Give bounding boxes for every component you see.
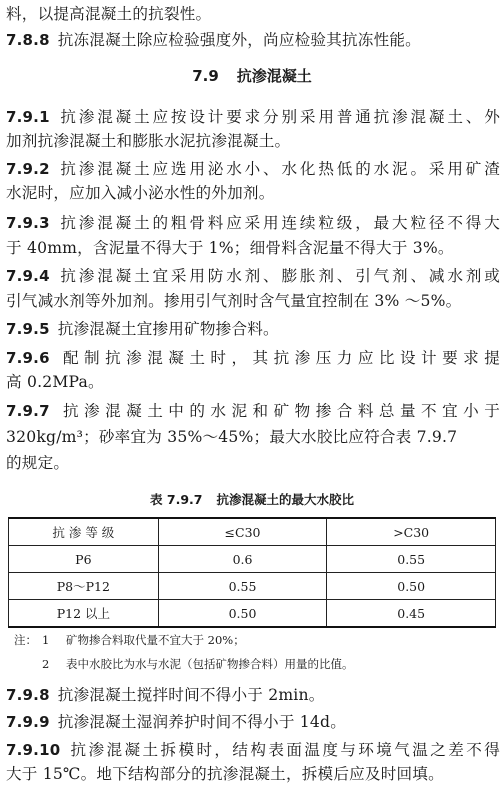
table-cell: 0.50	[327, 573, 496, 600]
clause-number: 7.9.8	[6, 686, 50, 704]
clause-text: 抗渗混凝土拆模时，结构表面温度与环境气温之差不得	[68, 741, 500, 759]
table-title: 抗渗混凝土的最大水胶比	[216, 492, 354, 507]
clause-7-9-3	[6, 213, 500, 233]
clause-continuation: 水泥时，应加入减小泌水性的外加剂。	[6, 184, 275, 202]
clause-text: 抗渗混凝土的粗骨料应采用连续粒级，最大粒径不得大	[57, 214, 500, 232]
clause-7-9-7	[6, 401, 500, 421]
clause-7-9-5	[6, 319, 500, 339]
clause-continuation: 的规定。	[6, 454, 70, 472]
clause-continuation: 引气减水剂等外加剂。掺用引气剂时含气量宜控制在 3% ～5%。	[6, 292, 462, 310]
clause-7-9-9	[6, 712, 500, 732]
clause-text: 抗渗混凝土搅拌时间不得小于 2min。	[57, 686, 325, 704]
table-header-row	[9, 518, 496, 546]
note-label: 注：	[14, 633, 37, 647]
clause-text: 抗渗混凝土宜采用防水剂、膨胀剂、引气剂、减水剂或	[57, 267, 500, 285]
clause-7-9-1	[6, 107, 500, 127]
clause-continuation: 于 40mm，含泥量不得大于 1%；细骨料含泥量不得大于 3%。	[6, 239, 454, 257]
table-cell: 0.55	[158, 573, 327, 600]
clause-text: 抗冻混凝土除应检验强度外，尚应检验其抗冻性能。	[57, 31, 421, 49]
table-cell: 0.50	[158, 600, 327, 628]
column-header-grade: 抗 渗 等 级	[9, 518, 159, 546]
max-water-binder-ratio-table	[8, 517, 496, 628]
clause-number: 7.9.7	[6, 402, 50, 420]
clause-7-9-4	[6, 266, 500, 286]
clause-text: 抗渗混凝土宜掺用矿物掺合料。	[57, 320, 279, 338]
clause-7-9-10	[6, 740, 500, 760]
clause-number: 7.9.1	[6, 108, 50, 126]
clause-continuation: 320kg/m³；砂率宜为 35%～45%；最大水胶比应符合表 7.9.7	[6, 428, 458, 446]
clause-text: 配制抗渗混凝土时，其抗渗压力应比设计要求提	[57, 349, 500, 367]
note-text: 表中水胶比为水与水泥（包括矿物掺合料）用量的比值。	[66, 657, 354, 671]
table-cell: P8～P12	[9, 573, 159, 600]
clause-number: 7.9.3	[6, 214, 50, 232]
table-cell: P6	[9, 546, 159, 573]
clause-number: 7.9.4	[6, 267, 50, 285]
table-row	[9, 573, 496, 600]
clause-7-9-6	[6, 348, 500, 368]
table-cell: P12 以上	[9, 600, 159, 628]
section-heading	[0, 66, 504, 86]
clause-number: 7.8.8	[6, 31, 50, 49]
clause-number: 7.9.5	[6, 320, 50, 338]
paragraph-line: 料，以提高混凝土的抗裂性。	[6, 5, 212, 23]
table-cell: 0.45	[327, 600, 496, 628]
clause-number: 7.9.9	[6, 713, 50, 731]
table-number: 表 7.9.7	[150, 492, 203, 507]
table-cell: 0.6	[158, 546, 327, 573]
column-header-gt-c30: >C30	[327, 518, 496, 546]
clause-7-8-8	[6, 30, 500, 50]
section-number: 7.9	[192, 67, 219, 85]
column-header-le-c30: ≤C30	[158, 518, 327, 546]
clause-7-9-2	[6, 159, 500, 179]
clause-number: 7.9.2	[6, 160, 50, 178]
table-caption	[0, 492, 504, 508]
note-index: 2	[42, 657, 50, 671]
clause-number: 7.9.6	[6, 349, 50, 367]
clause-number: 7.9.10	[6, 741, 61, 759]
clause-continuation: 高 0.2MPa。	[6, 373, 104, 391]
table-row	[9, 600, 496, 628]
clause-text: 抗渗混凝土湿润养护时间不得小于 14d。	[57, 713, 347, 731]
table-note-2	[14, 656, 354, 672]
clause-continuation: 加剂抗渗混凝土和膨胀水泥抗渗混凝土。	[6, 132, 291, 150]
table-cell: 0.55	[327, 546, 496, 573]
clause-text: 抗渗混凝土应选用泌水小、水化热低的水泥。采用矿渣	[57, 160, 500, 178]
clause-continuation: 大于 15℃。地下结构部分的抗渗混凝土，拆模后应及时回填。	[6, 765, 444, 783]
table-note-1	[14, 632, 245, 648]
clause-text: 抗渗混凝土中的水泥和矿物掺合料总量不宜小于	[57, 402, 500, 420]
note-text: 矿物掺合料取代量不宜大于 20%；	[66, 633, 245, 647]
section-title: 抗渗混凝土	[236, 67, 312, 85]
clause-text: 抗渗混凝土应按设计要求分别采用普通抗渗混凝土、外	[57, 108, 500, 126]
clause-7-9-8	[6, 685, 500, 705]
table-row	[9, 546, 496, 573]
note-index: 1	[42, 633, 50, 647]
